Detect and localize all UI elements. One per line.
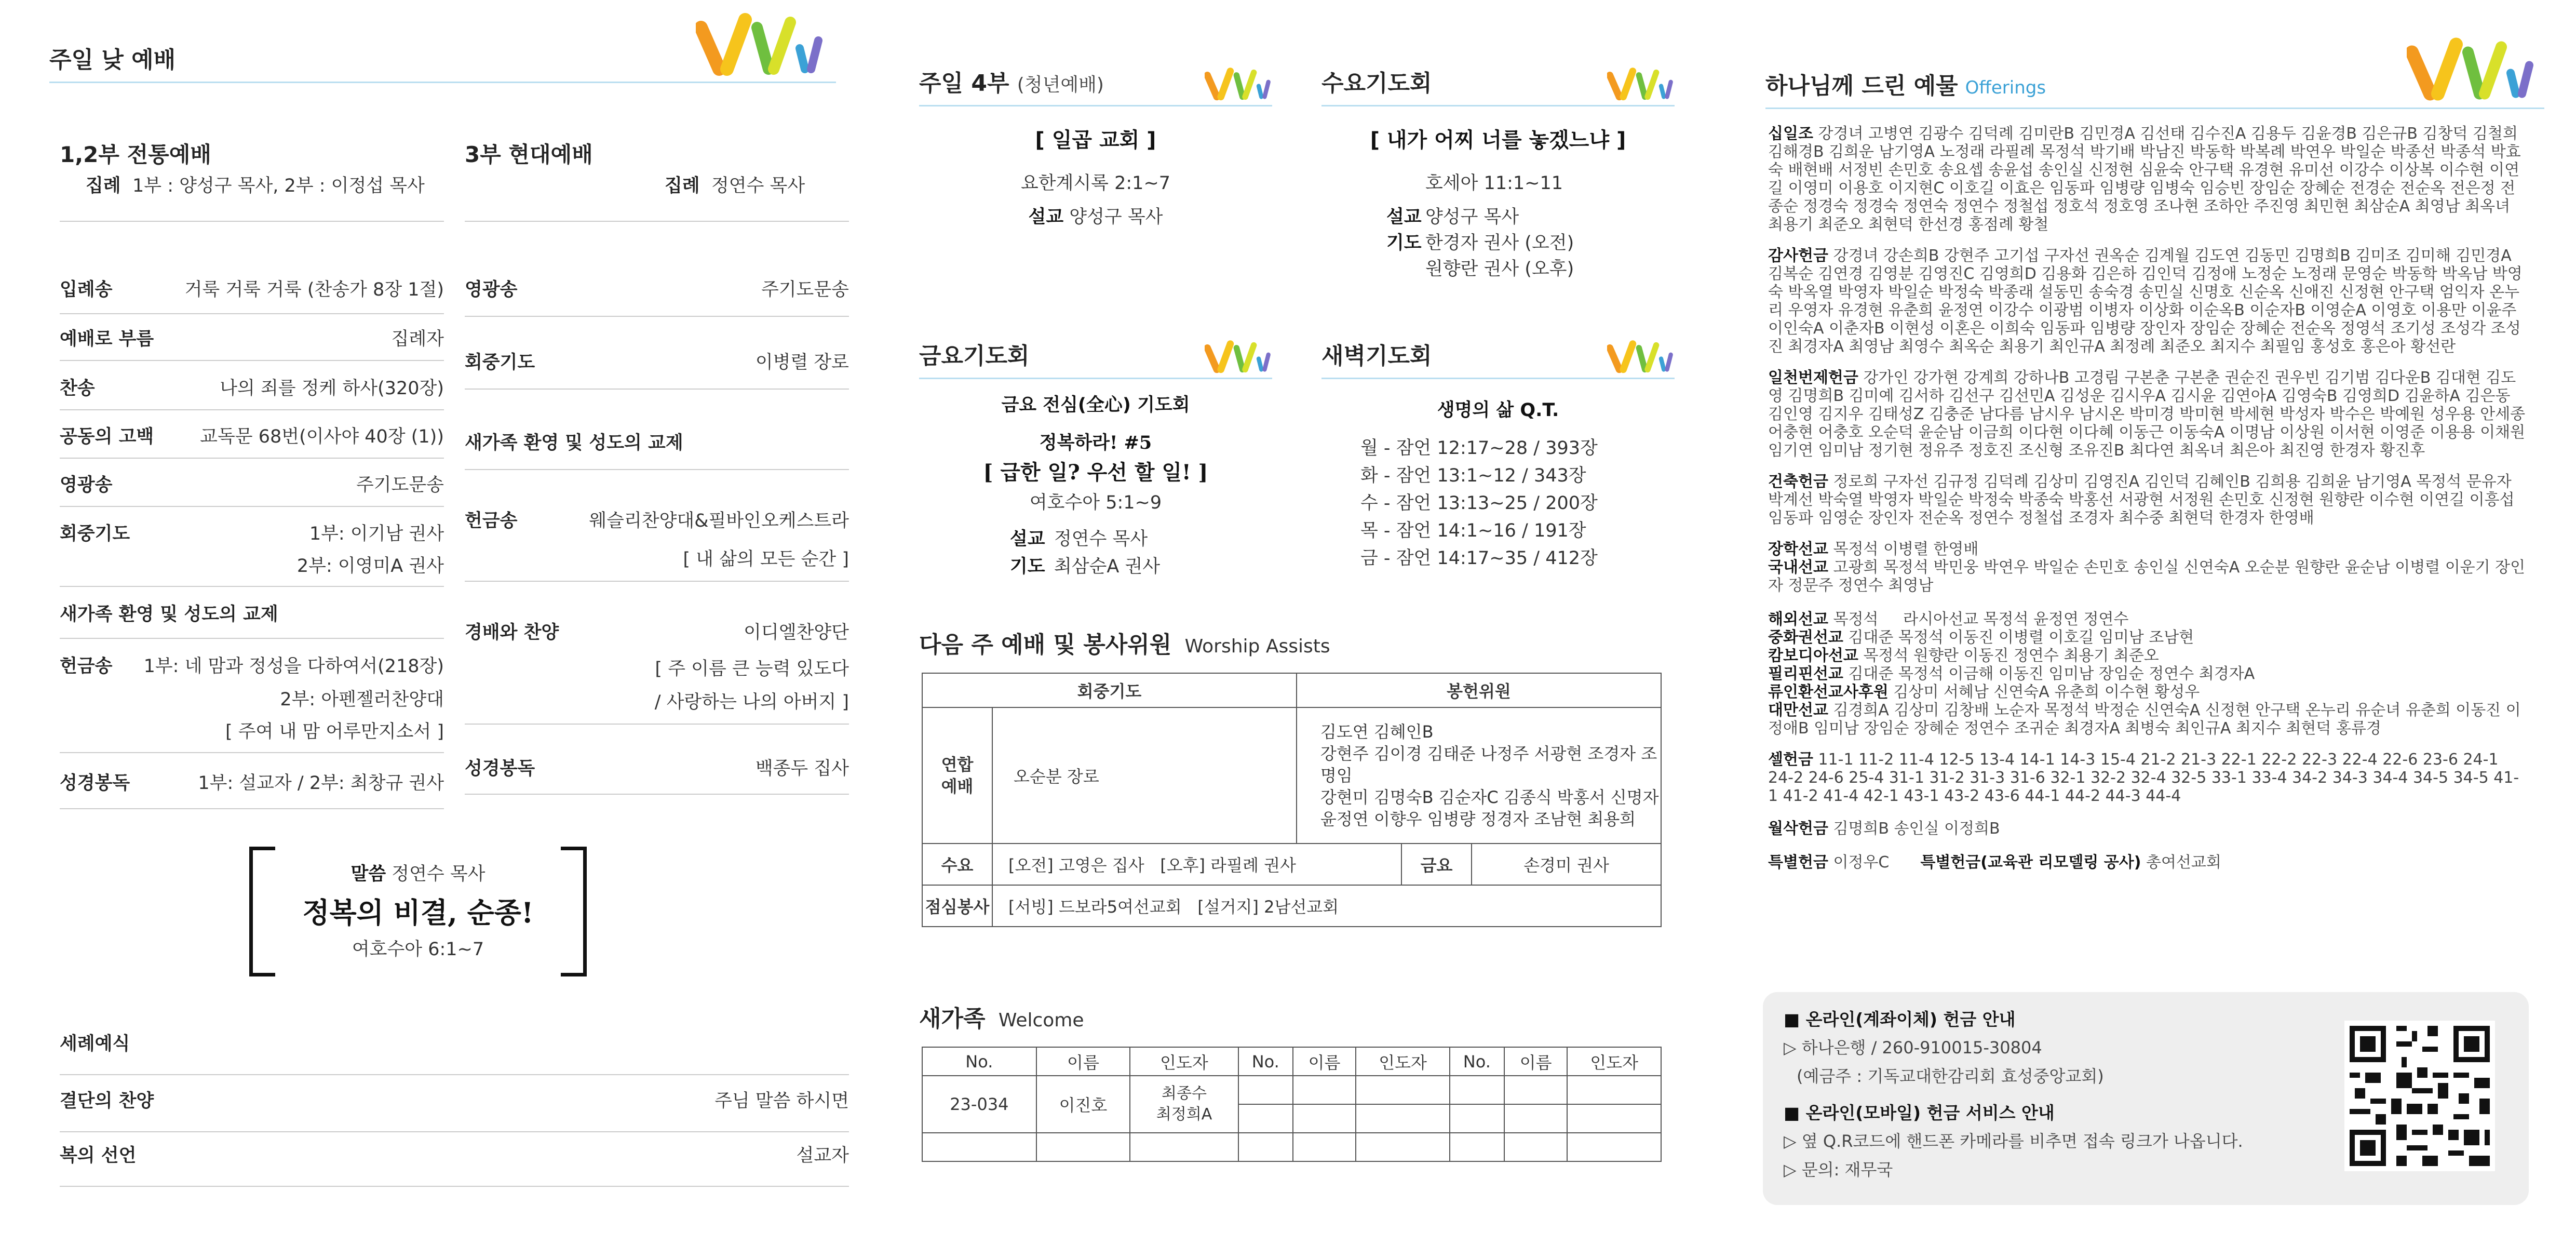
traditional-leader: 1부 : 양성구 목사, 2부 : 이정섭 목사 bbox=[132, 176, 425, 196]
offering-group bbox=[1768, 247, 2526, 356]
empty-cell bbox=[1504, 1104, 1568, 1133]
dawn-item: 금 - 잠언 14:17~35 / 412장 bbox=[1360, 548, 1598, 569]
empty-cell bbox=[1567, 1133, 1661, 1161]
friday-preacher: 정연수 목사 bbox=[1054, 529, 1148, 550]
offering-names: 김대준 목정석 이금해 이동진 임미남 장임순 정연수 최경자A bbox=[1848, 665, 2255, 683]
order-label: 새가족 환영 및 성도의 교제 bbox=[465, 433, 683, 453]
col-guide: 인도자 bbox=[1356, 1047, 1450, 1076]
order-item bbox=[60, 420, 444, 459]
next-week-table bbox=[922, 673, 1662, 927]
account-holder: (예금주 : 기독교대한감리회 효성중앙교회) bbox=[1797, 1066, 2104, 1086]
empty-cell bbox=[922, 1133, 1036, 1161]
friday-line-1: 금요 전심(全心) 기도회 bbox=[1001, 395, 1190, 416]
offering-label: 류인환선교사후원 bbox=[1768, 683, 1889, 701]
order-value: 주기도문송 bbox=[356, 475, 444, 496]
next-week-offering-team bbox=[1297, 707, 1661, 844]
modern-leader-label: 집례 bbox=[665, 176, 700, 196]
order-label: 영광송 bbox=[60, 475, 113, 496]
next-week-title bbox=[919, 626, 1330, 659]
friday-duty-label: 금요 bbox=[1401, 844, 1472, 885]
order-value: 웨슬리찬양대&필바인오케스트라 bbox=[589, 511, 849, 531]
lunch-duty-value: [서빙] 드보라5여선교회 [설거지] 2남선교회 bbox=[992, 885, 1661, 927]
next-week-header-prayer: 회중기도 bbox=[922, 673, 1297, 707]
col-name: 이름 bbox=[1036, 1047, 1130, 1076]
offering-names: 이정우C bbox=[1833, 853, 1890, 872]
church-logo-icon bbox=[696, 12, 826, 79]
friday-prayer: 최삼순A 권사 bbox=[1054, 556, 1161, 577]
sunday4-preacher-line bbox=[919, 203, 1272, 229]
sermon-scripture: 여호수아 6:1~7 bbox=[352, 939, 484, 960]
church-logo-icon bbox=[1205, 339, 1272, 376]
offering-group bbox=[1768, 701, 2526, 738]
empty-cell bbox=[1504, 1133, 1568, 1161]
sunday4-preacher: 양성구 목사 bbox=[1069, 207, 1163, 227]
dawn-item: 수 - 잠언 13:13~25 / 200장 bbox=[1360, 493, 1598, 514]
col-guide: 인도자 bbox=[1567, 1047, 1661, 1076]
col-name: 이름 bbox=[1293, 1047, 1356, 1076]
sunday4-title-text: 주일 4부 bbox=[919, 70, 1009, 97]
order-label: 성경봉독 bbox=[60, 773, 130, 794]
order-item bbox=[60, 322, 444, 361]
order-label: 헌금송 bbox=[60, 656, 113, 677]
empty-cell bbox=[1356, 1104, 1450, 1133]
offering-names: 목정석 원향란 이동진 정연수 최용기 최준오 bbox=[1863, 647, 2159, 665]
offering-group bbox=[1768, 628, 2526, 647]
next-week-title-en: Worship Assists bbox=[1184, 636, 1330, 657]
order-value: 교독문 68번(이사야 40장 (1)) bbox=[200, 426, 444, 447]
combined-service-label: 연합 예배 bbox=[941, 755, 974, 796]
order-item bbox=[60, 371, 444, 410]
col-no: No. bbox=[922, 1047, 1036, 1076]
offering-group bbox=[1768, 683, 2526, 701]
wednesday-duty-label: 수요 bbox=[922, 844, 992, 885]
order-item bbox=[60, 597, 444, 639]
order-value: 1부: 네 맘과 정성을 다하여서(218장) bbox=[143, 656, 444, 677]
friday-line-2: 정복하라! #5 bbox=[1039, 432, 1152, 453]
qr-code-icon[interactable] bbox=[2344, 1021, 2495, 1171]
wednesday-theme: [ 내가 어찌 너를 놓겠느냐 ] bbox=[1370, 128, 1626, 152]
empty-cell bbox=[1238, 1076, 1293, 1104]
church-logo-icon bbox=[1205, 66, 1272, 103]
order-item bbox=[60, 517, 444, 587]
online-transfer-heading: ■ 온라인(계좌이체) 헌금 안내 bbox=[1784, 1009, 2016, 1029]
offering-names: 김명희B 송인실 이정희B bbox=[1833, 820, 2000, 838]
empty-cell bbox=[1238, 1104, 1293, 1133]
offering-names: 고광희 목정석 박민웅 박연우 박일순 손민호 송인실 신연숙A 오순분 원향란 윤순남 이병렬 이운기 장인자 정문주 정연수 최영남 bbox=[1768, 558, 2526, 595]
order-value: 설교자 bbox=[796, 1145, 849, 1166]
next-week-prayer: 오순분 장로 bbox=[992, 707, 1297, 844]
contact: ▷ 문의: 재무국 bbox=[1784, 1160, 1893, 1180]
traditional-leader-label: 집례 bbox=[86, 176, 121, 196]
offering-team-line: 강현미 김명숙B 김순자C 김종식 박홍서 신명자 bbox=[1320, 787, 1659, 807]
dawn-item: 화 - 잠언 13:1~12 / 343장 bbox=[1360, 465, 1586, 486]
friday-header bbox=[919, 322, 1272, 379]
sunday4-subtitle: (청년예배) bbox=[1017, 74, 1104, 96]
sermon-preacher: 정연수 목사 bbox=[392, 864, 485, 885]
order-value: 1부: 이기남 권사 bbox=[309, 524, 444, 544]
newcomers-table bbox=[922, 1047, 1662, 1162]
friday-duty-value: 손경미 권사 bbox=[1472, 844, 1661, 885]
mobile-giving-heading: ■ 온라인(모바일) 헌금 서비스 안내 bbox=[1784, 1103, 2055, 1123]
order-label: 입례송 bbox=[60, 279, 113, 300]
newcomer-no: 23-034 bbox=[922, 1076, 1036, 1133]
modern-leader: 정연수 목사 bbox=[711, 176, 805, 196]
offering-group bbox=[1768, 853, 2526, 872]
order-value-3: / 사랑하는 나의 아버지 ] bbox=[654, 692, 849, 713]
order-value: 집례자 bbox=[391, 329, 444, 350]
dawn-title: 새벽기도회 bbox=[1321, 343, 1432, 369]
order-item bbox=[60, 1140, 849, 1187]
order-value-3: [ 주여 내 맘 어루만지소서 ] bbox=[225, 721, 444, 742]
offering-group bbox=[1768, 125, 2526, 234]
sermon-label: 말씀 bbox=[350, 864, 386, 885]
order-value: 주님 말씀 하시면 bbox=[714, 1091, 849, 1112]
next-week-row-label bbox=[922, 707, 992, 844]
order-value: 1부: 설교자 / 2부: 최창규 권사 bbox=[198, 773, 444, 794]
order-item bbox=[60, 468, 444, 507]
friday-scripture: 여호수아 5:1~9 bbox=[1029, 492, 1162, 513]
order-item bbox=[465, 504, 849, 582]
sermon-meta bbox=[275, 860, 561, 886]
offering-team-line: 윤정연 이향우 임병량 정경자 조남현 최용희 bbox=[1320, 809, 1636, 829]
empty-cell bbox=[1356, 1133, 1450, 1161]
newcomers-title-en: Welcome bbox=[998, 1010, 1084, 1031]
offering-group bbox=[1768, 369, 2526, 460]
order-value: 거룩 거룩 거룩 (찬송가 8장 1절) bbox=[184, 279, 444, 300]
sunday4-title bbox=[919, 64, 1104, 98]
offering-names: 강가인 강가현 강계희 강하나B 고경림 구본춘 구본춘 권순진 권우빈 김기범 김다운B 김대현 김도영 김명희B 김미예 김서하 김선구 김선민A 김성운 김시우A 김시윤 김연아A 김영숙B 김영희D 김윤하A 김은동 김인영 김지우 김태성Z 김충준 남다름 남시우 남시온 박미경 박미현 박세현 박성자 박수은 박예원 성우용 안세종 어충현 어충호 오순덕 윤순남 이금희 이다현 이다혜 이동근 이동숙A 이명남 이상원 이서현 이영준 이용용 이채원 임기연 임미남 정기현 정유주 정호진 조신형 조유진B 최다연 최옥녀 최은아 최진영 한경자 황진후 bbox=[1768, 369, 2526, 460]
offering-group bbox=[1768, 558, 2526, 595]
empty-cell bbox=[1450, 1104, 1504, 1133]
col-name: 이름 bbox=[1504, 1047, 1568, 1076]
offerings-title-text: 하나님께 드린 예물 bbox=[1765, 73, 1958, 99]
friday-prayer-label: 기도 bbox=[1010, 556, 1045, 577]
divider bbox=[465, 221, 849, 222]
newcomer-guide bbox=[1130, 1076, 1238, 1133]
dawn-subtitle: 생명의 삶 Q.T. bbox=[1437, 400, 1559, 421]
order-value-2: 2부: 이영미A 권사 bbox=[296, 556, 444, 577]
empty-cell bbox=[1504, 1076, 1568, 1104]
bank-account: ▷ 하나은행 / 260-910015-30804 bbox=[1784, 1038, 2042, 1058]
dawn-item: 월 - 잠언 12:17~28 / 393장 bbox=[1360, 438, 1598, 459]
divider bbox=[60, 221, 444, 222]
next-week-title-text: 다음 주 예배 및 봉사위원 bbox=[919, 632, 1172, 658]
newcomer-name: 이진호 bbox=[1036, 1076, 1130, 1133]
online-giving-box bbox=[1763, 992, 2529, 1205]
order-value: 나의 죄를 정케 하사(320장) bbox=[220, 378, 444, 399]
sermon-bracket-right bbox=[561, 847, 587, 976]
empty-cell bbox=[1293, 1104, 1356, 1133]
offerings-title-en: Offerings bbox=[1965, 77, 2046, 98]
lunch-duty-label: 점심봉사 bbox=[922, 885, 992, 927]
col-guide: 인도자 bbox=[1130, 1047, 1238, 1076]
col-no: No. bbox=[1238, 1047, 1293, 1076]
offering-group bbox=[1768, 473, 2526, 527]
empty-cell bbox=[1293, 1133, 1356, 1161]
offering-label: 월삭헌금 bbox=[1768, 820, 1828, 838]
wednesday-preacher-label: 설교 bbox=[1386, 207, 1422, 227]
order-value: 주기도문송 bbox=[761, 279, 849, 300]
offering-team-line: 강현주 김이경 김태준 나정주 서광현 조경자 조명임 bbox=[1320, 744, 1657, 785]
friday-title: 금요기도회 bbox=[919, 343, 1030, 369]
sermon-bracket-left bbox=[249, 847, 275, 976]
order-item bbox=[465, 748, 849, 795]
offering-label: 십일조 bbox=[1768, 125, 1813, 143]
newcomers-title-text: 새가족 bbox=[919, 1006, 986, 1032]
qr-instruction: ▷ 옆 Q.R코드에 핸드폰 카메라를 비추면 접속 링크가 나옵니다. bbox=[1784, 1131, 2243, 1151]
order-value: 백종두 집사 bbox=[755, 758, 849, 779]
order-item bbox=[465, 426, 849, 470]
order-item bbox=[60, 1028, 849, 1075]
order-label: 성경봉독 bbox=[465, 758, 535, 779]
wednesday-title: 수요기도회 bbox=[1321, 70, 1432, 97]
offering-label: 장학선교 bbox=[1768, 540, 1828, 558]
dawn-header bbox=[1321, 322, 1675, 379]
offering-group bbox=[1768, 647, 2526, 665]
offerings-title bbox=[1765, 67, 2046, 100]
offering-label: 해외선교 bbox=[1768, 610, 1828, 628]
sermon-title: 정복의 비결, 순종! bbox=[302, 896, 534, 929]
order-label: 영광송 bbox=[465, 279, 518, 300]
dawn-item: 목 - 잠언 14:1~16 / 191장 bbox=[1360, 520, 1586, 541]
order-item bbox=[60, 273, 444, 314]
wednesday-duty-value: [오전] 고영은 집사 [오후] 라필례 권사 bbox=[992, 844, 1401, 885]
wednesday-prayer-2: 원향란 권사 (오후) bbox=[1425, 259, 1574, 279]
order-label: 경배와 찬양 bbox=[465, 622, 559, 643]
offering-names: 김상미 서혜남 신연숙A 유춘희 이수현 황성우 bbox=[1893, 683, 2200, 701]
offering-names: 목정석 라시아선교 목정석 윤정연 정연수 bbox=[1833, 610, 2129, 628]
offering-label: 건축헌금 bbox=[1768, 473, 1828, 491]
order-label: 헌금송 bbox=[465, 511, 518, 531]
offering-names: 강경녀 고병연 김광수 김덕례 김미란B 김민경A 김선태 김수진A 김용두 김윤경B 김은규B 김창덕 김철희 김해경B 김희운 남기영A 노정래 라필례 목정석 박기배 박남진 박동학 박복례 박연우 박일순 박종선 박종석 박효숙 배현배 서정빈 손민호 송요셉 송윤섭 송인실 신정현 심윤숙 안구택 유경현 유미선 이강수 이상복 이수현 이연길 이영미 이용호 이지현C 이호길 이효은 임동파 임병량 임병숙 임승빈 장임순 장혜순 전경순 전순옥 전은정 전종순 정경숙 정경숙 정연숙 정연수 정철섭 정호석 정호영 조나현 조하안 주진영 최민현 최삼순A 최영남 최옥녀 최용기 최준오 최현덕 한선경 홍점례 황철 bbox=[1768, 125, 2521, 234]
order-item bbox=[465, 615, 849, 725]
empty-cell bbox=[1450, 1133, 1504, 1161]
order-label: 복의 선언 bbox=[60, 1145, 137, 1166]
guide-line: 최정희A bbox=[1156, 1105, 1212, 1123]
church-logo-icon bbox=[2407, 35, 2537, 105]
offerings-header bbox=[1765, 36, 2544, 109]
order-value: 이디엘찬양단 bbox=[744, 622, 849, 643]
order-label: 결단의 찬양 bbox=[60, 1091, 154, 1112]
empty-cell bbox=[1293, 1076, 1356, 1104]
order-item bbox=[465, 273, 849, 317]
offering-label: 중화권선교 bbox=[1768, 628, 1843, 647]
offering-group bbox=[1768, 610, 2526, 628]
offering-team-line: 김도연 김혜인B bbox=[1320, 722, 1434, 742]
offering-label-2: 특별헌금(교육관 리모델링 공사) bbox=[1920, 853, 2141, 872]
church-logo-icon bbox=[1607, 339, 1675, 376]
offering-label: 대만선교 bbox=[1768, 701, 1828, 719]
offering-names-2: 총여선교회 bbox=[2146, 853, 2221, 872]
empty-cell bbox=[1567, 1076, 1661, 1104]
sunday-title: 주일 낮 예배 bbox=[49, 47, 176, 73]
newcomers-title bbox=[919, 1000, 1084, 1033]
offering-label: 특별헌금 bbox=[1768, 853, 1828, 872]
wednesday-prayer-label: 기도 bbox=[1386, 233, 1422, 253]
offering-names: 김경희A 김상미 김창배 노순자 목정석 박정순 신연숙A 신정현 안구택 온누리 유순녀 유춘희 이동진 이정애B 임미남 장임순 장혜순 정연수 조귀순 최경자A 최병숙 최인규A 최지수 최현덕 홍류경 bbox=[1768, 701, 2521, 738]
order-item bbox=[60, 762, 444, 809]
modern-service-title: 3부 현대예배 bbox=[465, 142, 593, 167]
sunday4-theme: [ 일곱 교회 ] bbox=[1035, 128, 1156, 152]
offering-group bbox=[1768, 751, 2526, 805]
order-label: 공동의 고백 bbox=[60, 426, 154, 447]
offering-names: 강경녀 강손희B 강현주 고기섭 구자선 권옥순 김계월 김도연 김동민 김명희B 김미조 김미해 김민경A 김복순 김연경 김영분 김영진C 김영희D 김용화 김은하 김인덕 김정애 노정순 노정래 문영순 박동학 박옥남 박영숙 박옥열 박영자 박일순 박정숙 박종래 설동민 송숙경 송민실 신명호 신순옥 신애진 신정현 안구택 엄익자 온누리 우영자 유경현 유춘희 윤정연 이강수 이광범 이병자 이상화 이순옥B 이순자B 이영순A 이영호 이용만 이윤주 이인숙A 이춘자B 이현성 이혼은 이희숙 임동파 임병량 장인자 장임순 장혜순 전순옥 정영석 조기성 조성각 조성진 최경자A 최영남 최영수 최옥순 최용기 최인규A 최정례 최준오 최지수 최필임 홍성호 홍은아 황선란 bbox=[1768, 247, 2523, 356]
sunday4-scripture: 요한계시록 2:1~7 bbox=[1020, 173, 1171, 194]
wednesday-prayer-1: 한경자 권사 (오전) bbox=[1425, 233, 1574, 253]
order-label: 회중기도 bbox=[60, 524, 130, 544]
offering-label: 셀헌금 bbox=[1768, 751, 1813, 769]
empty-cell bbox=[1238, 1133, 1293, 1161]
sunday4-header bbox=[919, 47, 1272, 106]
order-label: 새가족 환영 및 성도의 교제 bbox=[60, 604, 278, 625]
order-label: 세례예식 bbox=[60, 1034, 130, 1054]
friday-line-3: [ 급한 일? 우선 할 일! ] bbox=[983, 460, 1208, 485]
offering-label: 국내선교 bbox=[1768, 558, 1828, 577]
next-week-header-offering: 봉헌위원 bbox=[1297, 673, 1661, 707]
offering-label: 필리핀선교 bbox=[1768, 665, 1843, 683]
order-value: 이병렬 장로 bbox=[755, 352, 849, 373]
order-value-2: [ 주 이름 큰 능력 있도다 bbox=[655, 659, 849, 679]
offering-group bbox=[1768, 665, 2526, 683]
offering-group bbox=[1768, 540, 2526, 558]
order-item bbox=[60, 649, 444, 753]
guide-line: 최종수 bbox=[1162, 1085, 1207, 1103]
sunday-header bbox=[49, 36, 836, 83]
order-value-2: 2부: 아펜젤러찬양대 bbox=[280, 689, 444, 710]
empty-cell bbox=[1450, 1076, 1504, 1104]
order-item bbox=[465, 345, 849, 390]
order-item bbox=[60, 1086, 849, 1132]
order-label: 회중기도 bbox=[465, 352, 535, 373]
offering-names: 정로희 구자선 김규정 김덕례 김상미 김영진A 김인덕 김혜인B 김희용 김희윤 남기영A 목정석 문유자 박계선 박숙열 박영자 박일순 박정숙 박종숙 박홍선 서광현 서정원 손민호 신정현 원향란 이수현 이연길 이흥섭 임동파 임영순 장인자 전순옥 정연수 정철섭 조경자 최수중 최현덕 한경자 한영배 bbox=[1768, 473, 2515, 527]
empty-cell bbox=[1130, 1133, 1238, 1161]
offering-label: 감사헌금 bbox=[1768, 247, 1828, 265]
sunday-service-panel bbox=[49, 0, 849, 1258]
order-value-2: [ 내 삶의 모든 순간 ] bbox=[683, 549, 849, 570]
offering-names: 11-1 11-2 11-4 12-5 13-4 14-1 14-3 15-4 21-2 21-3 22-1 22-2 22-3 22-4 22-6 23-6 24-1 24-2 24-6 25-4 31-1 31-2 31-3 31-6 32-1 32-2 32-4 32-5 33-1 33-4 34-2 34-3 34-4 34-5 34-5 41-1 41-2 41-4 42-1 43-1 43-2 43-6 44-1 44-2 44-3 44-4 bbox=[1768, 751, 2519, 805]
empty-cell bbox=[1356, 1076, 1450, 1104]
wednesday-scripture: 호세아 11:1~11 bbox=[1425, 173, 1563, 194]
wednesday-preacher: 양성구 목사 bbox=[1425, 207, 1519, 227]
church-logo-icon bbox=[1607, 66, 1675, 103]
empty-cell bbox=[1567, 1104, 1661, 1133]
offering-names: 김대준 목정석 이동진 이병렬 이호길 임미남 조남현 bbox=[1848, 628, 2194, 647]
traditional-service-title: 1,2부 전통예배 bbox=[60, 142, 211, 167]
wednesday-header bbox=[1321, 47, 1675, 106]
offering-label: 캄보디아선교 bbox=[1768, 647, 1858, 665]
friday-preacher-label: 설교 bbox=[1010, 529, 1045, 550]
col-no: No. bbox=[1450, 1047, 1504, 1076]
order-label: 예배로 부름 bbox=[60, 329, 154, 350]
offering-label: 일천번제헌금 bbox=[1768, 369, 1858, 387]
sunday4-preacher-label: 설교 bbox=[1028, 207, 1064, 227]
offering-group bbox=[1768, 820, 2526, 838]
offering-names: 목정석 이병렬 한영배 bbox=[1833, 540, 1979, 558]
order-label: 찬송 bbox=[60, 378, 95, 399]
empty-cell bbox=[1036, 1133, 1130, 1161]
